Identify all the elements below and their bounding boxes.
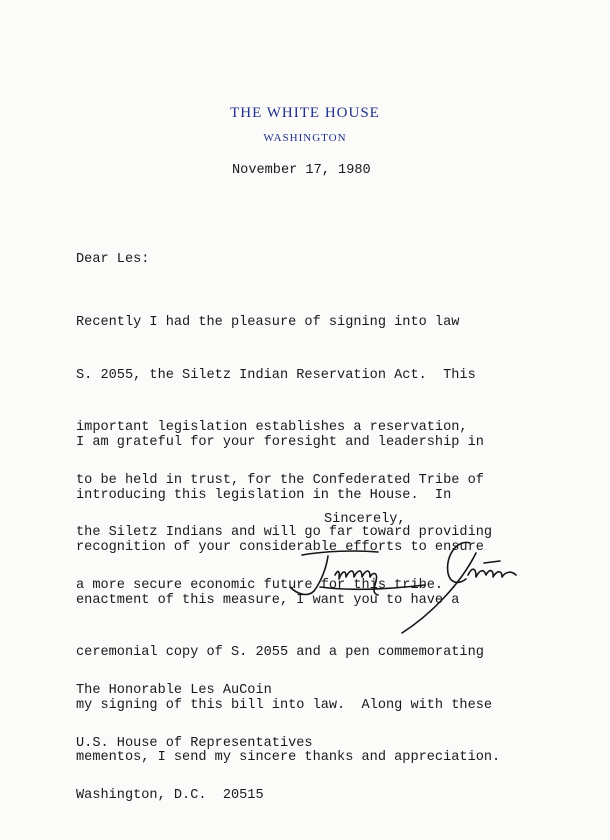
letterhead-title: THE WHITE HOUSE <box>230 105 380 121</box>
salutation: Dear Les: <box>76 252 150 267</box>
closing: Sincerely, <box>324 512 406 527</box>
paragraph-line: my signing of this bill into law. Along with these <box>76 697 493 713</box>
paragraph-line: introducing this legislation in the House. In <box>76 487 452 503</box>
paragraph-line: S. 2055, the Siletz Indian Reservation Act. This <box>76 367 476 383</box>
paragraph-line: to be held in trust, for the Confederated Tribe of <box>76 472 484 488</box>
paragraph-line: Recently I had the pleasure of signing into law <box>76 315 460 330</box>
address-line: U.S. House of Representatives <box>76 735 313 751</box>
letter-date: November 17, 1980 <box>232 163 371 178</box>
recipient-address <box>76 647 313 840</box>
paragraph-line: important legislation establishes a reservation, <box>76 420 468 435</box>
paragraph-line: mementos, I send my sincere thanks and appreciation. <box>76 750 501 765</box>
handwritten-signature <box>280 525 540 640</box>
paragraph-line: ceremonial copy of S. 2055 and a pen commemorating <box>76 645 484 660</box>
paragraph-line: the Siletz Indians and will go far toward providing <box>76 525 493 540</box>
address-line: The Honorable Les AuCoin <box>76 683 272 698</box>
letterhead-subtitle: WASHINGTON <box>263 132 347 144</box>
paragraph-line: recognition of your considerable efforts to ensure <box>76 540 484 555</box>
paragraph-line: enactment of this measure, I want you to have a <box>76 592 460 608</box>
address-line: Washington, D.C. 20515 <box>76 788 264 803</box>
paragraph-line: a more secure economic future for this tribe. <box>76 577 444 593</box>
paragraph-line: I am grateful for your foresight and leadership in <box>76 435 484 450</box>
